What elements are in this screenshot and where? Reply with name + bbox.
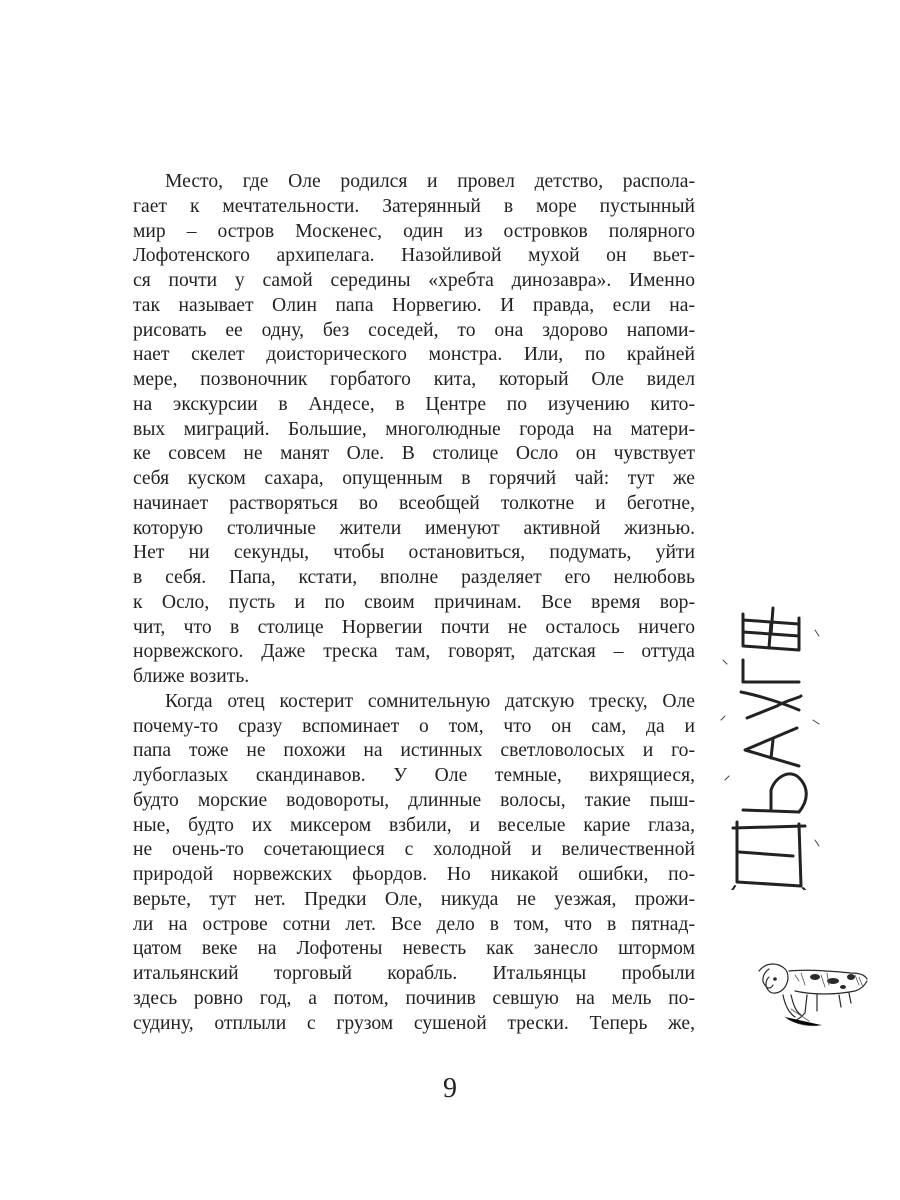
text-line: здесь ровно год, а потом, починив севшую на мель по- — [133, 987, 695, 1009]
text-line: мир – остров Москенес, один из островков полярного — [133, 220, 695, 242]
text-line: природой норвежских фьордов. Но никакой ошибки, по- — [133, 864, 695, 885]
text-line: верьте, тут нет. Предки Оле, никуда не уезжая, прожи- — [133, 888, 695, 910]
page-number: 9 — [443, 1073, 457, 1104]
text-line: ные, будто их миксером взбили, и веселые карие глаза, — [133, 814, 695, 836]
text-line: Нет ни секунды, чтобы остановиться, подумать, уйти — [133, 542, 695, 564]
text-line: себя куском сахара, опущенным в горячий чай: тут же — [133, 468, 695, 489]
handwritten-title-sketch — [715, 600, 825, 890]
text-line: в себя. Папа, кстати, вполне разделяет его нелюбовь — [133, 567, 695, 588]
text-line: цатом веке на Лофотены невесть как занесло штормом — [133, 938, 695, 960]
text-line: папа тоже не похожи на истинных светловолосых и го- — [133, 740, 695, 762]
text-line: Лофотенского архипелага. Назойливой мухой он вьет- — [133, 245, 695, 267]
text-line: чит, что в столице Норвегии почти не осталось ничего — [133, 616, 695, 638]
text-line: итальянский торговый корабль. Итальянцы пробыли — [133, 963, 695, 984]
text-line: на экскурсии в Андесе, в Центре по изучению кито- — [133, 393, 695, 415]
text-line: Место, где Оле родился и провел детство, распола- — [165, 171, 695, 192]
text-line: Когда отец костерит сомнительную датскую треску, Оле — [165, 690, 695, 712]
text-line: судину, отплыли с грузом сушеной трески. Теперь же, — [133, 1012, 695, 1034]
text-line: ли на острове сотни лет. Все дело в том, что в пятнад- — [133, 913, 695, 935]
main-text — [133, 170, 695, 1036]
text-line: не очень-то сочетающиеся с холодной и величественной — [133, 839, 695, 861]
dog-sketch-icon — [755, 955, 870, 1035]
text-line: почему-то сразу вспоминает о том, что он сам, да и — [133, 715, 695, 737]
text-line: которую столичные жители именуют активной жизнью. — [133, 517, 695, 539]
text-line: начинает растворяться во всеобщей толкотне и беготне, — [133, 492, 695, 514]
text-line: так называет Олин папа Норвегию. И правда, если на- — [133, 294, 695, 316]
text-line: ближе возить. — [133, 666, 250, 687]
text-line: к Осло, пусть и по своим причинам. Все время вор- — [133, 591, 695, 613]
text-line: норвежского. Даже треска там, говорят, датская – оттуда — [133, 641, 695, 663]
text-line: ке совсем не манят Оле. В столице Осло он чувствует — [133, 443, 695, 465]
text-line: будто морские водовороты, длинные волосы, такие пыш- — [133, 789, 695, 811]
text-line: нает скелет доисторического монстра. Или, по крайней — [133, 344, 695, 366]
text-line: мере, позвоночник горбатого кита, который Оле видел — [133, 369, 695, 390]
text-line: рисовать ее одну, без соседей, то она здорово напоми- — [133, 319, 695, 341]
text-line: гает к мечтательности. Затерянный в море пустынный — [133, 195, 695, 217]
text-line: ся почти у самой середины «хребта динозавра». Именно — [133, 270, 695, 291]
text-line: лубоглазых скандинавов. У Оле темные, вихрящиеся, — [133, 765, 695, 786]
text-line: вых миграций. Большие, многолюдные города на матери- — [133, 418, 695, 440]
